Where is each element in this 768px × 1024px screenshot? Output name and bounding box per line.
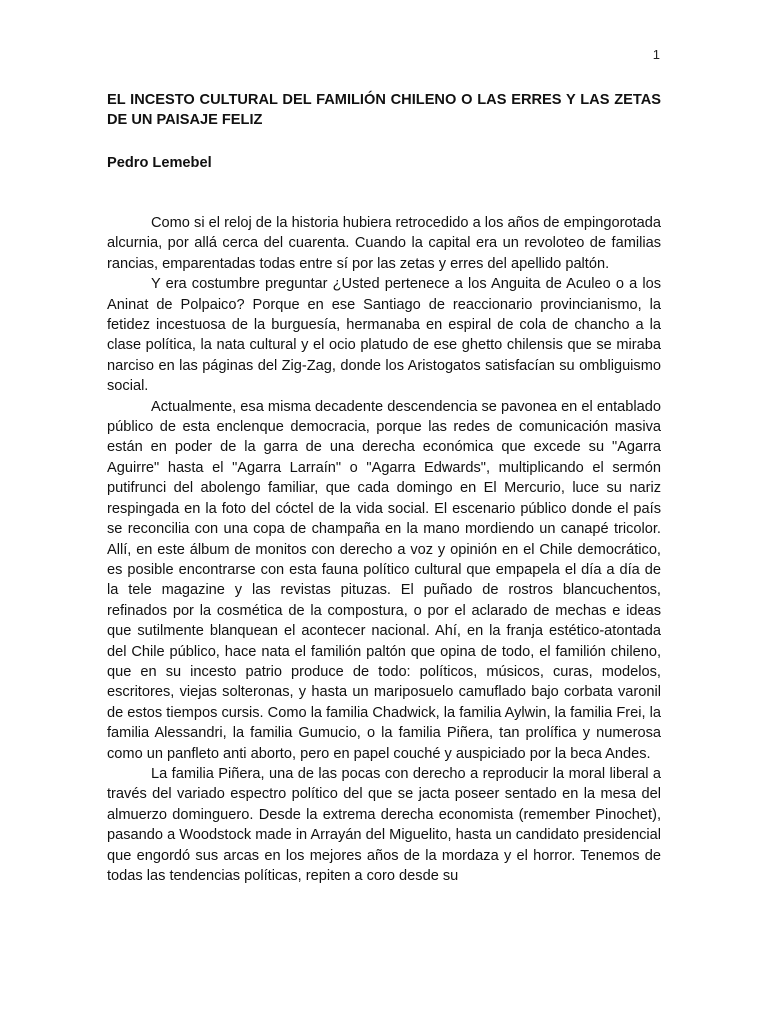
paragraph: Como si el reloj de la historia hubiera retrocedido a los años de empingorotada alcurnia, por allá cerca del cuarenta. Cuando la capital era un revoloteo de familias rancias, emparentadas todas entre sí por las zetas y erres del apellido paltón.	[107, 215, 661, 272]
paragraph: La familia Piñera, una de las pocas con derecho a reproducir la moral liberal a través del variado espectro político del que se jacta poseer sentado en la mesa del almuerzo dominguero. Desde la extrema derecha economista (remember Pinochet), pasando a Woodstock made in Arrayán del Miguelito, hasta un candidato presidencial que engordó sus arcas en los mejores años de la mordaza y el horror. Tenemos de todas las tendencias políticas, repiten a coro desde su	[107, 765, 661, 884]
author-name: Pedro Lemebel	[107, 155, 212, 171]
document-body	[107, 213, 661, 886]
document-title: EL INCESTO CULTURAL DEL FAMILIÓN CHILENO O LAS ERRES Y LAS ZETAS DE UN PAISAJE FELIZ	[107, 92, 661, 128]
paragraph: Y era costumbre preguntar ¿Usted pertenece a los Anguita de Aculeo o a los Aninat de Polpaico? Porque en ese Santiago de reaccionario provincianismo, la fetidez incestuosa de la burguesía, hermanaba en espiral de cola de chancho a la clase política, la nata cultural y el ocio platudo de ese ghetto chilensis que se miraba narciso en las páginas del Zig-Zag, donde los Aristogatos satisfacían su ombliguismo social.	[107, 276, 661, 395]
paragraph: Actualmente, esa misma decadente descendencia se pavonea en el entablado público de esta enclenque democracia, porque las redes de comunicación masiva están en poder de la garra de una derecha económica que excede su "Agarra Aguirre" hasta el "Agarra Larraín" o "Agarra Edwards", multiplicando el sermón putifrunci del abolengo familiar, que cada domingo en El Mercurio, luce su nariz respingada en la foto del cóctel de la vida social. El escenario público donde el país se reconcilia con una copa de champaña en la mano mordiendo un canapé tricolor. Allí, en este álbum de monitos con derecho a voz y opinión en el Chile democrático, es posible encontrarse con esta fauna político cultural que empapela el día a día de la tele magazine y las revistas pituzas. El puñado de rostros blancuchentos, refinados por la cosmética de la compostura, o por el aclarado de mechas e ideas que sutilmente blanquean el acontecer nacional. Ahí, en la franja estético-atontada del Chile público, hace nata el familión paltón que opina de todo, el familión chileno, que en su incesto patrio produce de todo: políticos, músicos, curas, modelos, escritores, viejas solteronas, y hasta un mariposuelo camuflado bajo corbata varonil de estos tiempos cursis. Como la familia Chadwick, la familia Aylwin, la familia Frei, la familia Alessandri, la familia Gumucio, o la familia Piñera, tan prolífica y numerosa como un panfleto anti aborto, pero en papel couché y auspiciado por la beca Andes.	[107, 398, 661, 762]
page-number: 1	[652, 47, 660, 62]
